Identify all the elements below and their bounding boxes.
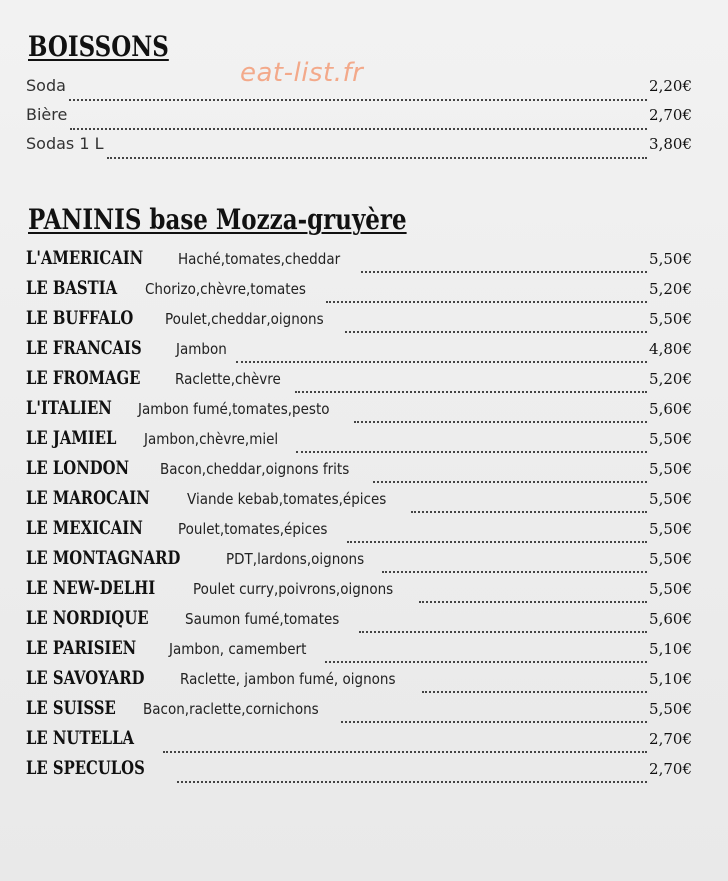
panini-ingredients: Bacon,raclette,cornichons <box>142 700 319 718</box>
panini-item <box>26 277 692 307</box>
panini-price: 5,50€ <box>649 430 692 448</box>
panini-item <box>26 727 692 757</box>
drink-name: Sodas 1 L <box>26 134 104 153</box>
panini-name: LE MONTAGNARD <box>26 547 181 569</box>
panini-item <box>26 337 692 367</box>
panini-name: LE BASTIA <box>26 277 118 299</box>
dot-leader <box>354 421 647 423</box>
panini-price: 2,70€ <box>649 760 692 778</box>
panini-item <box>26 547 692 577</box>
panini-name: L'ITALIEN <box>26 397 112 419</box>
panini-price: 5,10€ <box>649 640 692 658</box>
dot-leader <box>107 157 648 159</box>
dot-leader <box>382 571 647 573</box>
drink-price: 2,70€ <box>649 106 692 124</box>
panini-price: 5,50€ <box>649 460 692 478</box>
dot-leader <box>359 631 647 633</box>
panini-ingredients: Jambon fumé,tomates,pesto <box>137 400 330 418</box>
panini-ingredients: Poulet,tomates,épices <box>177 520 327 538</box>
panini-price: 2,70€ <box>649 730 692 748</box>
panini-name: LE FROMAGE <box>26 367 141 389</box>
panini-item <box>26 697 692 727</box>
drink-item <box>26 134 692 163</box>
panini-ingredients: Poulet curry,poivrons,oignons <box>193 580 394 598</box>
panini-item <box>26 667 692 697</box>
panini-name: LE LONDON <box>26 457 130 479</box>
panini-price: 5,50€ <box>649 250 692 268</box>
panini-name: LE NORDIQUE <box>26 607 149 629</box>
drink-name: Soda <box>26 76 66 95</box>
panini-price: 5,10€ <box>649 670 692 688</box>
panini-item <box>26 637 692 667</box>
dot-leader <box>236 361 647 363</box>
panini-price: 5,50€ <box>649 550 692 568</box>
panini-price: 5,50€ <box>649 700 692 718</box>
panini-item <box>26 457 692 487</box>
panini-ingredients: Viande kebab,tomates,épices <box>186 490 386 508</box>
panini-ingredients: Jambon <box>176 340 227 358</box>
dot-leader <box>347 541 647 543</box>
panini-name: LE PARISIEN <box>26 637 137 659</box>
dot-leader <box>345 331 647 333</box>
panini-name: LE SPECULOS <box>26 757 145 779</box>
dot-leader <box>325 661 647 663</box>
drink-item <box>26 76 692 105</box>
panini-item <box>26 577 692 607</box>
panini-price: 5,20€ <box>649 280 692 298</box>
dot-leader <box>422 691 647 693</box>
dot-leader <box>419 601 647 603</box>
dot-leader <box>70 128 647 130</box>
panini-name: LE SAVOYARD <box>26 667 145 689</box>
drink-price: 3,80€ <box>649 135 692 153</box>
panini-price: 5,50€ <box>649 310 692 328</box>
dot-leader <box>361 271 647 273</box>
boissons-title: BOISSONS <box>28 30 169 63</box>
panini-ingredients: Poulet,cheddar,oignons <box>165 310 325 328</box>
panini-item <box>26 517 692 547</box>
panini-item <box>26 607 692 637</box>
panini-item <box>26 487 692 517</box>
panini-ingredients: Raclette,chèvre <box>174 370 281 388</box>
panini-name: LE BUFFALO <box>26 307 134 329</box>
panini-item <box>26 397 692 427</box>
dot-leader <box>295 391 647 393</box>
panini-price: 5,50€ <box>649 490 692 508</box>
panini-name: L'AMERICAIN <box>26 247 144 269</box>
panini-price: 5,20€ <box>649 370 692 388</box>
panini-name: LE JAMIEL <box>26 427 117 449</box>
panini-price: 4,80€ <box>649 340 692 358</box>
dot-leader <box>341 721 647 723</box>
panini-name: LE FRANCAIS <box>26 337 142 359</box>
panini-ingredients: Jambon, camembert <box>169 640 307 658</box>
drink-item <box>26 105 692 134</box>
panini-price: 5,50€ <box>649 520 692 538</box>
dot-leader <box>411 511 647 513</box>
drink-price: 2,20€ <box>649 77 692 95</box>
panini-ingredients: Bacon,cheddar,oignons frits <box>159 460 350 478</box>
panini-item <box>26 757 692 787</box>
watermark: eat-list.fr <box>240 58 364 88</box>
dot-leader <box>296 451 647 453</box>
panini-name: LE NEW-DELHI <box>26 577 156 599</box>
dot-leader <box>326 301 647 303</box>
panini-name: LE MAROCAIN <box>26 487 150 509</box>
paninis-list <box>26 247 692 787</box>
panini-ingredients: Chorizo,chèvre,tomates <box>144 280 306 298</box>
panini-item <box>26 247 692 277</box>
panini-name: LE SUISSE <box>26 697 116 719</box>
dot-leader <box>177 781 647 783</box>
dot-leader <box>69 99 647 101</box>
panini-ingredients: Raclette, jambon fumé, oignons <box>179 670 396 688</box>
panini-price: 5,60€ <box>649 610 692 628</box>
panini-price: 5,50€ <box>649 580 692 598</box>
panini-item <box>26 367 692 397</box>
panini-item <box>26 427 692 457</box>
panini-name: LE NUTELLA <box>26 727 135 749</box>
panini-ingredients: Saumon fumé,tomates <box>184 610 340 628</box>
panini-price: 5,60€ <box>649 400 692 418</box>
panini-name: LE MEXICAIN <box>26 517 143 539</box>
drinks-list <box>26 76 692 163</box>
panini-ingredients: PDT,lardons,oignons <box>225 550 364 568</box>
panini-ingredients: Jambon,chèvre,miel <box>143 430 278 448</box>
dot-leader <box>373 481 647 483</box>
dot-leader <box>163 751 647 753</box>
panini-ingredients: Haché,tomates,cheddar <box>178 250 341 268</box>
paninis-title: PANINIS base Mozza-gruyère <box>28 203 407 236</box>
panini-item <box>26 307 692 337</box>
drink-name: Bière <box>26 105 68 124</box>
